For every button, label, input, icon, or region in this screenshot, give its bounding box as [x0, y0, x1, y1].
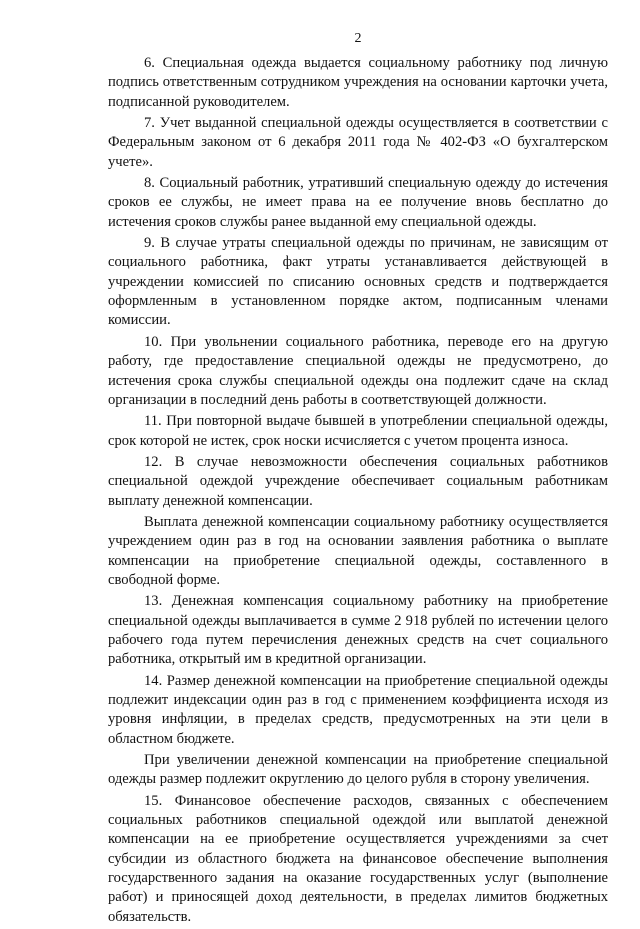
paragraph-7: 7. Учет выданной специальной одежды осуществляется в соответствии с Федеральным законом от 6 декабря 2011 года № 402-ФЗ «О бухгалтерском учете». [108, 115, 608, 170]
document-page [108, 30, 608, 929]
paragraph-11: 11. При повторной выдаче бывшей в употреблении специальной одежды, срок которой не истек, срок носки исчисляется с учетом процента износа. [108, 413, 608, 449]
paragraph-14: 14. Размер денежной компенсации на приобретение специальной одежды подлежит индексации один раз в год с применением коэффициента исходя из уровня инфляции, в пределах средств, предусмотренных на эти цели в областном бюджете. [108, 672, 608, 747]
paragraph-12-compensation: Выплата денежной компенсации социальному работнику осуществляется учреждением один раз в год на основании заявления работника о выплате компенсации на приобретение специальной одежды, составленного в свободной форме. [108, 513, 608, 588]
paragraph-8: 8. Социальный работник, утративший специальную одежду до истечения сроков ее службы, не имеет права на ее получение вновь бесплатно до истечения сроков службы ранее выданной ему специальной одежды. [108, 175, 608, 230]
page-number: 2 [354, 31, 362, 46]
paragraph-6: 6. Специальная одежда выдается социальному работнику под личную подпись ответственным сотрудником учреждения на основании карточки учета, подписанной руководителем. [108, 55, 608, 110]
paragraph-10: 10. При увольнении социального работника, переводе его на другую работу, где предоставление специальной одежды не предусмотрено, до истечения срока службы специальной одежды она подлежит сдаче на склад организации в последний день работы в соответствующей должности. [108, 333, 608, 408]
paragraph-12: 12. В случае невозможности обеспечения социальных работников специальной одеждой учреждение обеспечивает социальным работникам выплату денежной компенсации. [108, 453, 608, 509]
paragraph-9: 9. В случае утраты специальной одежды по причинам, не зависящим от социального работника, факт утраты устанавливается действующей в учреждении комиссией по списанию основных средств и подтверждается оформленным в установленном порядке актом, подписанным членами комиссии. [108, 235, 608, 329]
paragraph-14-rounding: При увеличении денежной компенсации на приобретение специальной одежды размер подлежит округлению до целого рубля в сторону увеличения. [108, 752, 608, 788]
paragraph-13: 13. Денежная компенсация социальному работнику на приобретение специальной одежды выплачивается в сумме 2 918 рублей по истечении целого рабочего года путем перечисления денежных средств на счет социального работника, открытый им в кредитной организации. [108, 593, 608, 668]
paragraph-15: 15. Финансовое обеспечение расходов, связанных с обеспечением социальных работников специальной одеждой или выплатой денежной компенсации на ее приобретение осуществляется учреждениями за счет субсидии из областного бюджета на финансовое обеспечение выполнения государственного задания на оказание государственных услуг (выполнение работ) и приносящей доход деятельности, в пределах лимитов бюджетных обязательств. [108, 792, 608, 925]
